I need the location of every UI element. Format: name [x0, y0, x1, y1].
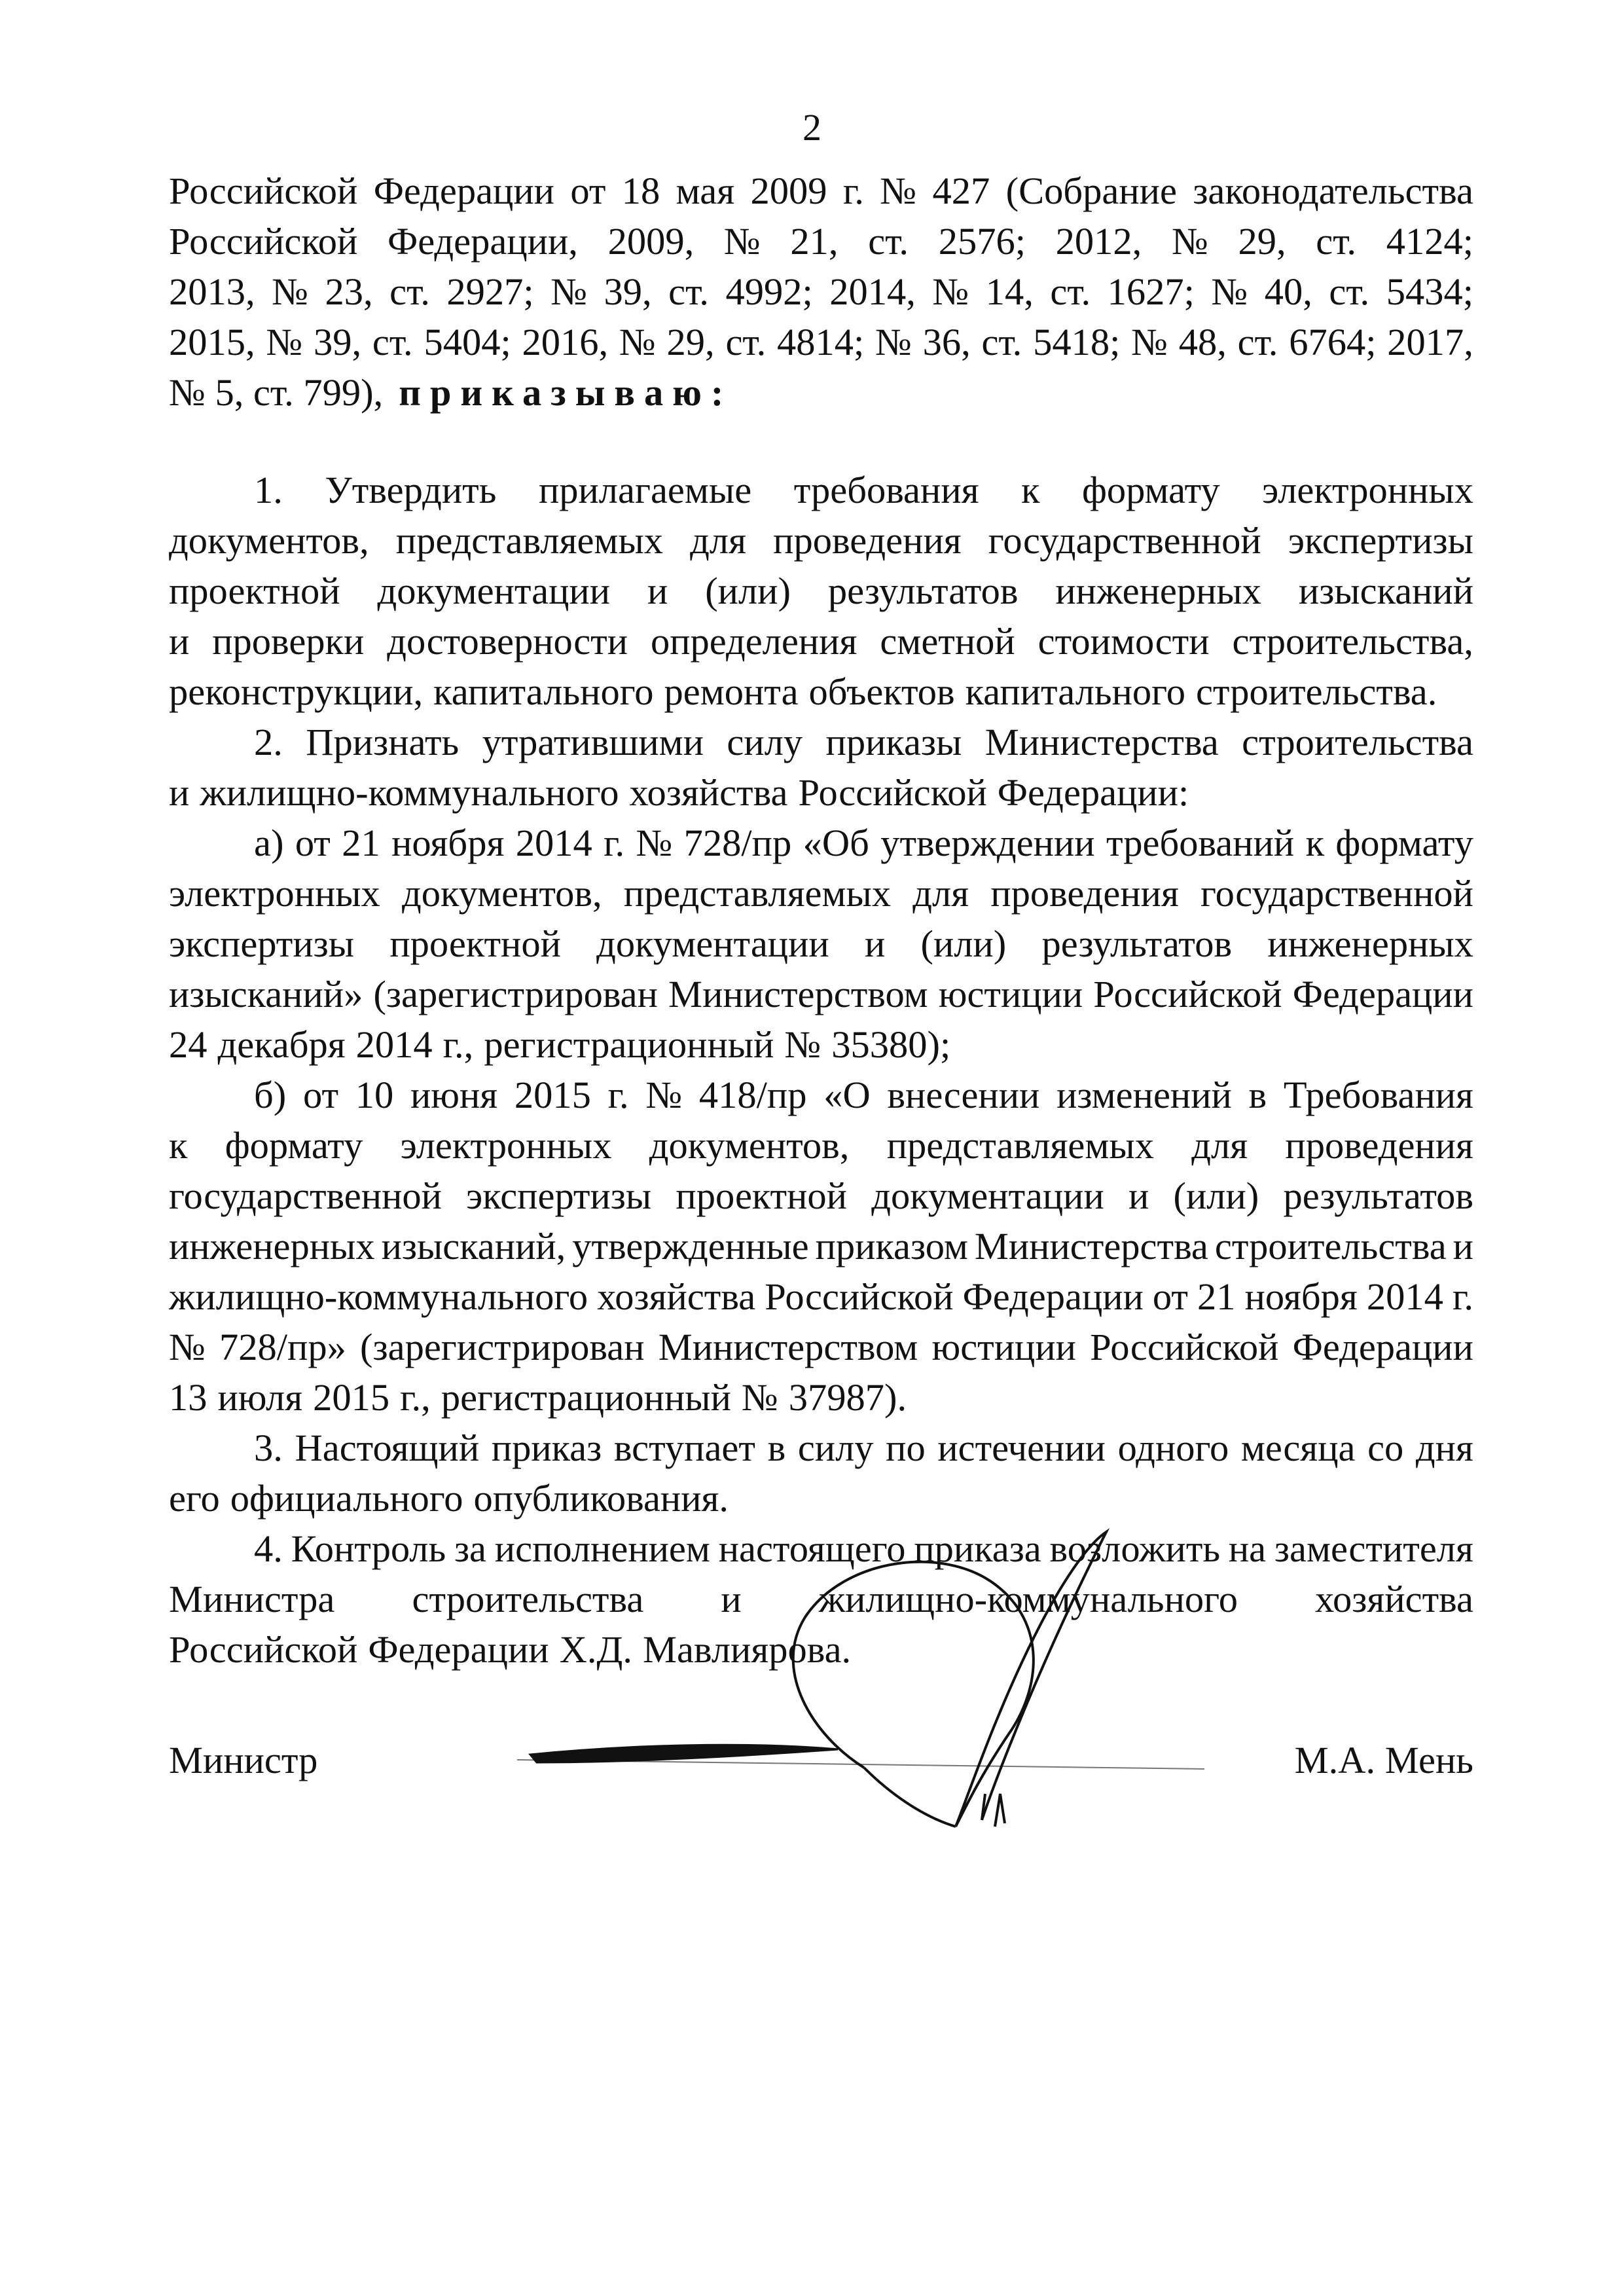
word: № [932, 270, 969, 313]
body-line [169, 717, 1473, 767]
word: 2014 [355, 1023, 433, 1066]
word: объектов [808, 670, 955, 713]
word: Х.Д. [559, 1628, 632, 1671]
word: в [1248, 1074, 1267, 1116]
word: (или) [920, 922, 1007, 965]
word: его [169, 1477, 220, 1520]
word: № [272, 270, 308, 313]
body-line [169, 1171, 1473, 1221]
word: электронных [1262, 469, 1473, 511]
word: строительства [412, 1578, 644, 1620]
word: и [1453, 1225, 1473, 1267]
body-line [169, 818, 1473, 868]
word: Российской [798, 771, 987, 814]
word: 48, [1178, 321, 1227, 363]
word: утвержденные [572, 1225, 809, 1267]
word: ст. [389, 270, 430, 313]
word: 5418; [1033, 321, 1121, 363]
word: и [721, 1578, 742, 1620]
word: 2014, [829, 270, 916, 313]
word: № [875, 321, 912, 363]
word: документов, [169, 519, 369, 562]
word: и [647, 570, 668, 612]
body-line [169, 1070, 1473, 1120]
word: жилищно-коммунального [169, 1275, 588, 1318]
word: инженерных [169, 1225, 375, 1267]
word: жилищно-коммунального [200, 771, 619, 814]
preamble-line [169, 317, 1473, 367]
word: Российской [169, 220, 358, 263]
word: Требования [1283, 1074, 1473, 1116]
word: 36, [922, 321, 971, 363]
word: формату [1082, 469, 1220, 511]
word: проведения [1285, 1124, 1473, 1167]
order-keyword: приказываю: [399, 371, 733, 414]
word: юстиции [931, 1326, 1076, 1368]
word: 5404; [424, 321, 511, 363]
word: изысканий» [169, 973, 363, 1015]
word: (зарегистрирован [373, 973, 658, 1015]
word: ст. [1329, 270, 1370, 313]
word: 29, [1238, 220, 1286, 263]
preamble-line [169, 266, 1473, 317]
word: 2015, [169, 321, 255, 363]
word: на [1228, 1527, 1267, 1570]
word: строительства. [1195, 670, 1437, 713]
word: Федерации, [388, 220, 578, 263]
body-line [169, 1019, 1473, 1070]
signatory-title: Министр [169, 1739, 318, 1781]
word: 4124; [1386, 220, 1473, 263]
word: ст. [981, 321, 1022, 363]
word: Федерации [1292, 1326, 1473, 1368]
word: ст. [1316, 220, 1357, 263]
word: «Об [803, 822, 869, 864]
word: хозяйства [597, 1275, 756, 1318]
word: юстиции [938, 973, 1083, 1015]
word: (или) [1173, 1175, 1259, 1217]
word: инженерных [1267, 922, 1473, 965]
word: и [864, 922, 886, 965]
word: (Собрание [1005, 170, 1177, 212]
signatory-name: М.А. Мень [1294, 1739, 1473, 1781]
word: хозяйства [1315, 1578, 1473, 1620]
word: Федерации [962, 1275, 1144, 1318]
word: электронных [169, 872, 380, 915]
word: Российской [169, 1628, 358, 1671]
word: документов, [649, 1124, 850, 1167]
body-line [169, 515, 1473, 566]
word: г., [442, 1023, 474, 1066]
word: 1627; [1107, 270, 1195, 313]
word: 2927; [446, 270, 534, 313]
word: 21, [790, 220, 839, 263]
word: а) [254, 822, 284, 864]
word: № [645, 1074, 683, 1116]
word: строительства [1242, 721, 1473, 763]
word: приказа [914, 1527, 1041, 1570]
word: проведения [990, 872, 1179, 915]
word: 5434; [1386, 270, 1473, 313]
word: Российской [765, 1275, 954, 1318]
word: № [723, 220, 761, 263]
word: от [302, 1074, 339, 1116]
word: мая [676, 170, 735, 212]
word: от [570, 170, 606, 212]
word: для [912, 872, 969, 915]
signature-block [169, 1735, 1473, 1787]
word: 2009 [750, 170, 827, 212]
word: месяца [1240, 1427, 1356, 1469]
word: реконструкции, [169, 670, 424, 713]
word: официального [230, 1477, 463, 1520]
word: Министерства [984, 721, 1219, 763]
body-line [169, 1423, 1473, 1473]
word: капитального [965, 670, 1185, 713]
word: в [767, 1427, 786, 1469]
word: приказ [491, 1427, 602, 1469]
word: 2576; [938, 220, 1026, 263]
word: требования [793, 469, 979, 511]
word: 2016, [522, 321, 609, 363]
body-line [169, 1120, 1473, 1171]
word: ст. [668, 270, 709, 313]
word: 24 [169, 1023, 208, 1066]
body-line [169, 1322, 1473, 1372]
word: 728/пр [683, 822, 792, 864]
body-line [169, 1271, 1473, 1322]
word: Министерства [974, 1225, 1208, 1267]
word: июня [410, 1074, 498, 1116]
word: Контроль [291, 1527, 446, 1570]
word: Министерством [658, 1326, 918, 1368]
word: от [1152, 1275, 1188, 1318]
word: 14, [985, 270, 1034, 313]
word: ст. [372, 321, 413, 363]
word: капитального [433, 670, 654, 713]
word: 21 [342, 822, 380, 864]
word: результатов [827, 570, 1019, 612]
word: ноября [391, 822, 505, 864]
word: (зарегистрирован [360, 1326, 645, 1368]
word: проектной [389, 922, 561, 965]
word: 728/пр» [219, 1326, 346, 1368]
word: декабря [217, 1023, 346, 1066]
body-line [169, 767, 1473, 818]
word: г. [607, 1074, 629, 1116]
word: законодательства [1193, 170, 1473, 212]
word: г. [1452, 1275, 1473, 1318]
body-line [169, 969, 1473, 1019]
body-line [169, 1372, 1473, 1423]
body-line [169, 566, 1473, 616]
word: утверждении [880, 822, 1095, 864]
word: результатов [1041, 922, 1233, 965]
word: ноября [1244, 1275, 1358, 1318]
order-body [169, 465, 1473, 1675]
word: хозяйства [629, 771, 788, 814]
body-line [169, 616, 1473, 666]
word: утратившими [482, 721, 704, 763]
word: Федерации: [997, 771, 1189, 814]
word: достоверности [387, 620, 628, 663]
body-line [169, 868, 1473, 919]
word: 2015 [514, 1074, 591, 1116]
word: ст. [1237, 321, 1278, 363]
word: по [886, 1427, 926, 1469]
word: проведения [773, 519, 962, 562]
word: № [169, 1326, 206, 1368]
word: за [454, 1527, 487, 1570]
word: регистрационный [484, 1023, 774, 1066]
word: возложить [1049, 1527, 1221, 1570]
word: изысканий, [381, 1225, 566, 1267]
word: настоящего [718, 1527, 906, 1570]
word: требований [1106, 822, 1295, 864]
word: 2014 [1366, 1275, 1443, 1318]
word: № [619, 321, 656, 363]
word: формату [225, 1124, 363, 1167]
word: Министра [169, 1578, 335, 1620]
word: стоимости [1038, 620, 1210, 663]
word: силу [727, 721, 803, 763]
word: г. [604, 822, 625, 864]
word: от [295, 822, 331, 864]
word: 4814; [776, 321, 865, 363]
word: со [1367, 1427, 1404, 1469]
word: сметной [880, 620, 1015, 663]
word: 35380); [831, 1023, 951, 1066]
word: г., [400, 1376, 431, 1419]
word: Российской [1090, 1326, 1279, 1368]
word: 4992; [725, 270, 813, 313]
word: экспертизы [466, 1175, 652, 1217]
word: № [266, 321, 303, 363]
word: ст. [725, 321, 767, 363]
word: приказы [825, 721, 962, 763]
word: приказом [815, 1225, 968, 1267]
word: 2009, [607, 220, 695, 263]
preamble-line [169, 367, 1473, 418]
word: изменений [1056, 1074, 1232, 1116]
word: исполнением [494, 1527, 710, 1570]
word: и [169, 771, 190, 814]
word: экспертизы [1288, 519, 1473, 562]
word: 18 [621, 170, 660, 212]
word: документов, [402, 872, 602, 915]
word: ремонта [664, 670, 799, 713]
word: государственной [1200, 872, 1473, 915]
word: к [1305, 822, 1324, 864]
word: Признать [306, 721, 460, 763]
word: изысканий [1298, 570, 1473, 612]
word: 2013, [169, 270, 255, 313]
word: государственной [988, 519, 1261, 562]
body-line [169, 1473, 1473, 1523]
preamble-line [169, 216, 1473, 266]
word: № [1131, 321, 1168, 363]
word: 2014 [515, 822, 592, 864]
word: 427 [932, 170, 990, 212]
word: и [169, 620, 190, 663]
body-line [169, 465, 1473, 515]
word: июля [217, 1376, 303, 1419]
page-number: 2 [803, 106, 821, 149]
word: жилищно-коммунального [818, 1578, 1238, 1620]
word: экспертизы [169, 922, 355, 965]
word: Российской [169, 170, 358, 212]
word: 37987). [788, 1376, 907, 1419]
word: 3. [254, 1427, 283, 1469]
citation-end: № 5, ст. 799), [169, 371, 384, 414]
word: Федерации [1292, 973, 1473, 1015]
word: к [1021, 469, 1040, 511]
word: внесении [887, 1074, 1040, 1116]
word: дня [1415, 1427, 1473, 1469]
word: № [741, 1376, 778, 1419]
word: 13 [169, 1376, 208, 1419]
word: прилагаемые [538, 469, 752, 511]
word: проектной [676, 1175, 847, 1217]
word: 39, [314, 321, 362, 363]
word: «О [823, 1074, 871, 1116]
word: ст. [1050, 270, 1091, 313]
word: государственной [169, 1175, 442, 1217]
word: 4. [254, 1527, 283, 1570]
word: 6764; [1289, 321, 1377, 363]
word: Мавлиярова. [643, 1628, 852, 1671]
word: определения [650, 620, 857, 663]
word: одного [1117, 1427, 1229, 1469]
word: документации [871, 1175, 1104, 1217]
word: опубликования. [473, 1477, 729, 1520]
word: формату [1335, 822, 1473, 864]
word: представляемых [886, 1124, 1154, 1167]
word: для [1191, 1124, 1248, 1167]
word: строительства, [1232, 620, 1473, 663]
word: 10 [355, 1074, 394, 1116]
word: электронных [400, 1124, 612, 1167]
word: № [550, 270, 588, 313]
word: Настоящий [295, 1427, 480, 1469]
word: 23, [325, 270, 373, 313]
word: 2012, [1055, 220, 1142, 263]
word: 418/пр [698, 1074, 807, 1116]
word: 21 [1197, 1275, 1236, 1318]
word: заместителя [1274, 1527, 1473, 1570]
word: строительства [1214, 1225, 1447, 1267]
word: Федерации [373, 170, 554, 212]
word: 2015 [313, 1376, 390, 1419]
word: истечении [937, 1427, 1106, 1469]
word: 1. [254, 469, 283, 511]
word: инженерных [1055, 570, 1261, 612]
word: № [1211, 270, 1248, 313]
word: представляемых [395, 519, 664, 562]
word: № [880, 170, 917, 212]
word: Федерации [368, 1628, 549, 1671]
word: (или) [705, 570, 791, 612]
word: силу [797, 1427, 874, 1469]
body-line [169, 666, 1473, 717]
word: 29, [666, 321, 715, 363]
word: № [636, 822, 673, 864]
word: регистрационный [441, 1376, 731, 1419]
word: для [690, 519, 747, 562]
word: проверки [212, 620, 365, 663]
word: ст. [868, 220, 909, 263]
word: 40, [1264, 270, 1312, 313]
preamble [169, 166, 1473, 418]
word: 2. [254, 721, 283, 763]
word: представляемых [623, 872, 892, 915]
body-line [169, 1221, 1473, 1271]
preamble-line [169, 166, 1473, 216]
word: г. [842, 170, 864, 212]
word: и [1128, 1175, 1149, 1217]
word: Министерством [668, 973, 928, 1015]
word: документации [596, 922, 829, 965]
word: к [169, 1124, 188, 1167]
word: Российской [1093, 973, 1282, 1015]
word: вступает [613, 1427, 755, 1469]
handwritten-signature [494, 1519, 1231, 1859]
word: № [784, 1023, 821, 1066]
word: проектной [169, 570, 340, 612]
body-line [169, 919, 1473, 969]
word: Утвердить [325, 469, 497, 511]
word: 2017, [1387, 321, 1473, 363]
word: результатов [1283, 1175, 1473, 1217]
word: 39, [604, 270, 652, 313]
word: документации [377, 570, 611, 612]
word: № [1171, 220, 1208, 263]
word: б) [254, 1074, 287, 1116]
